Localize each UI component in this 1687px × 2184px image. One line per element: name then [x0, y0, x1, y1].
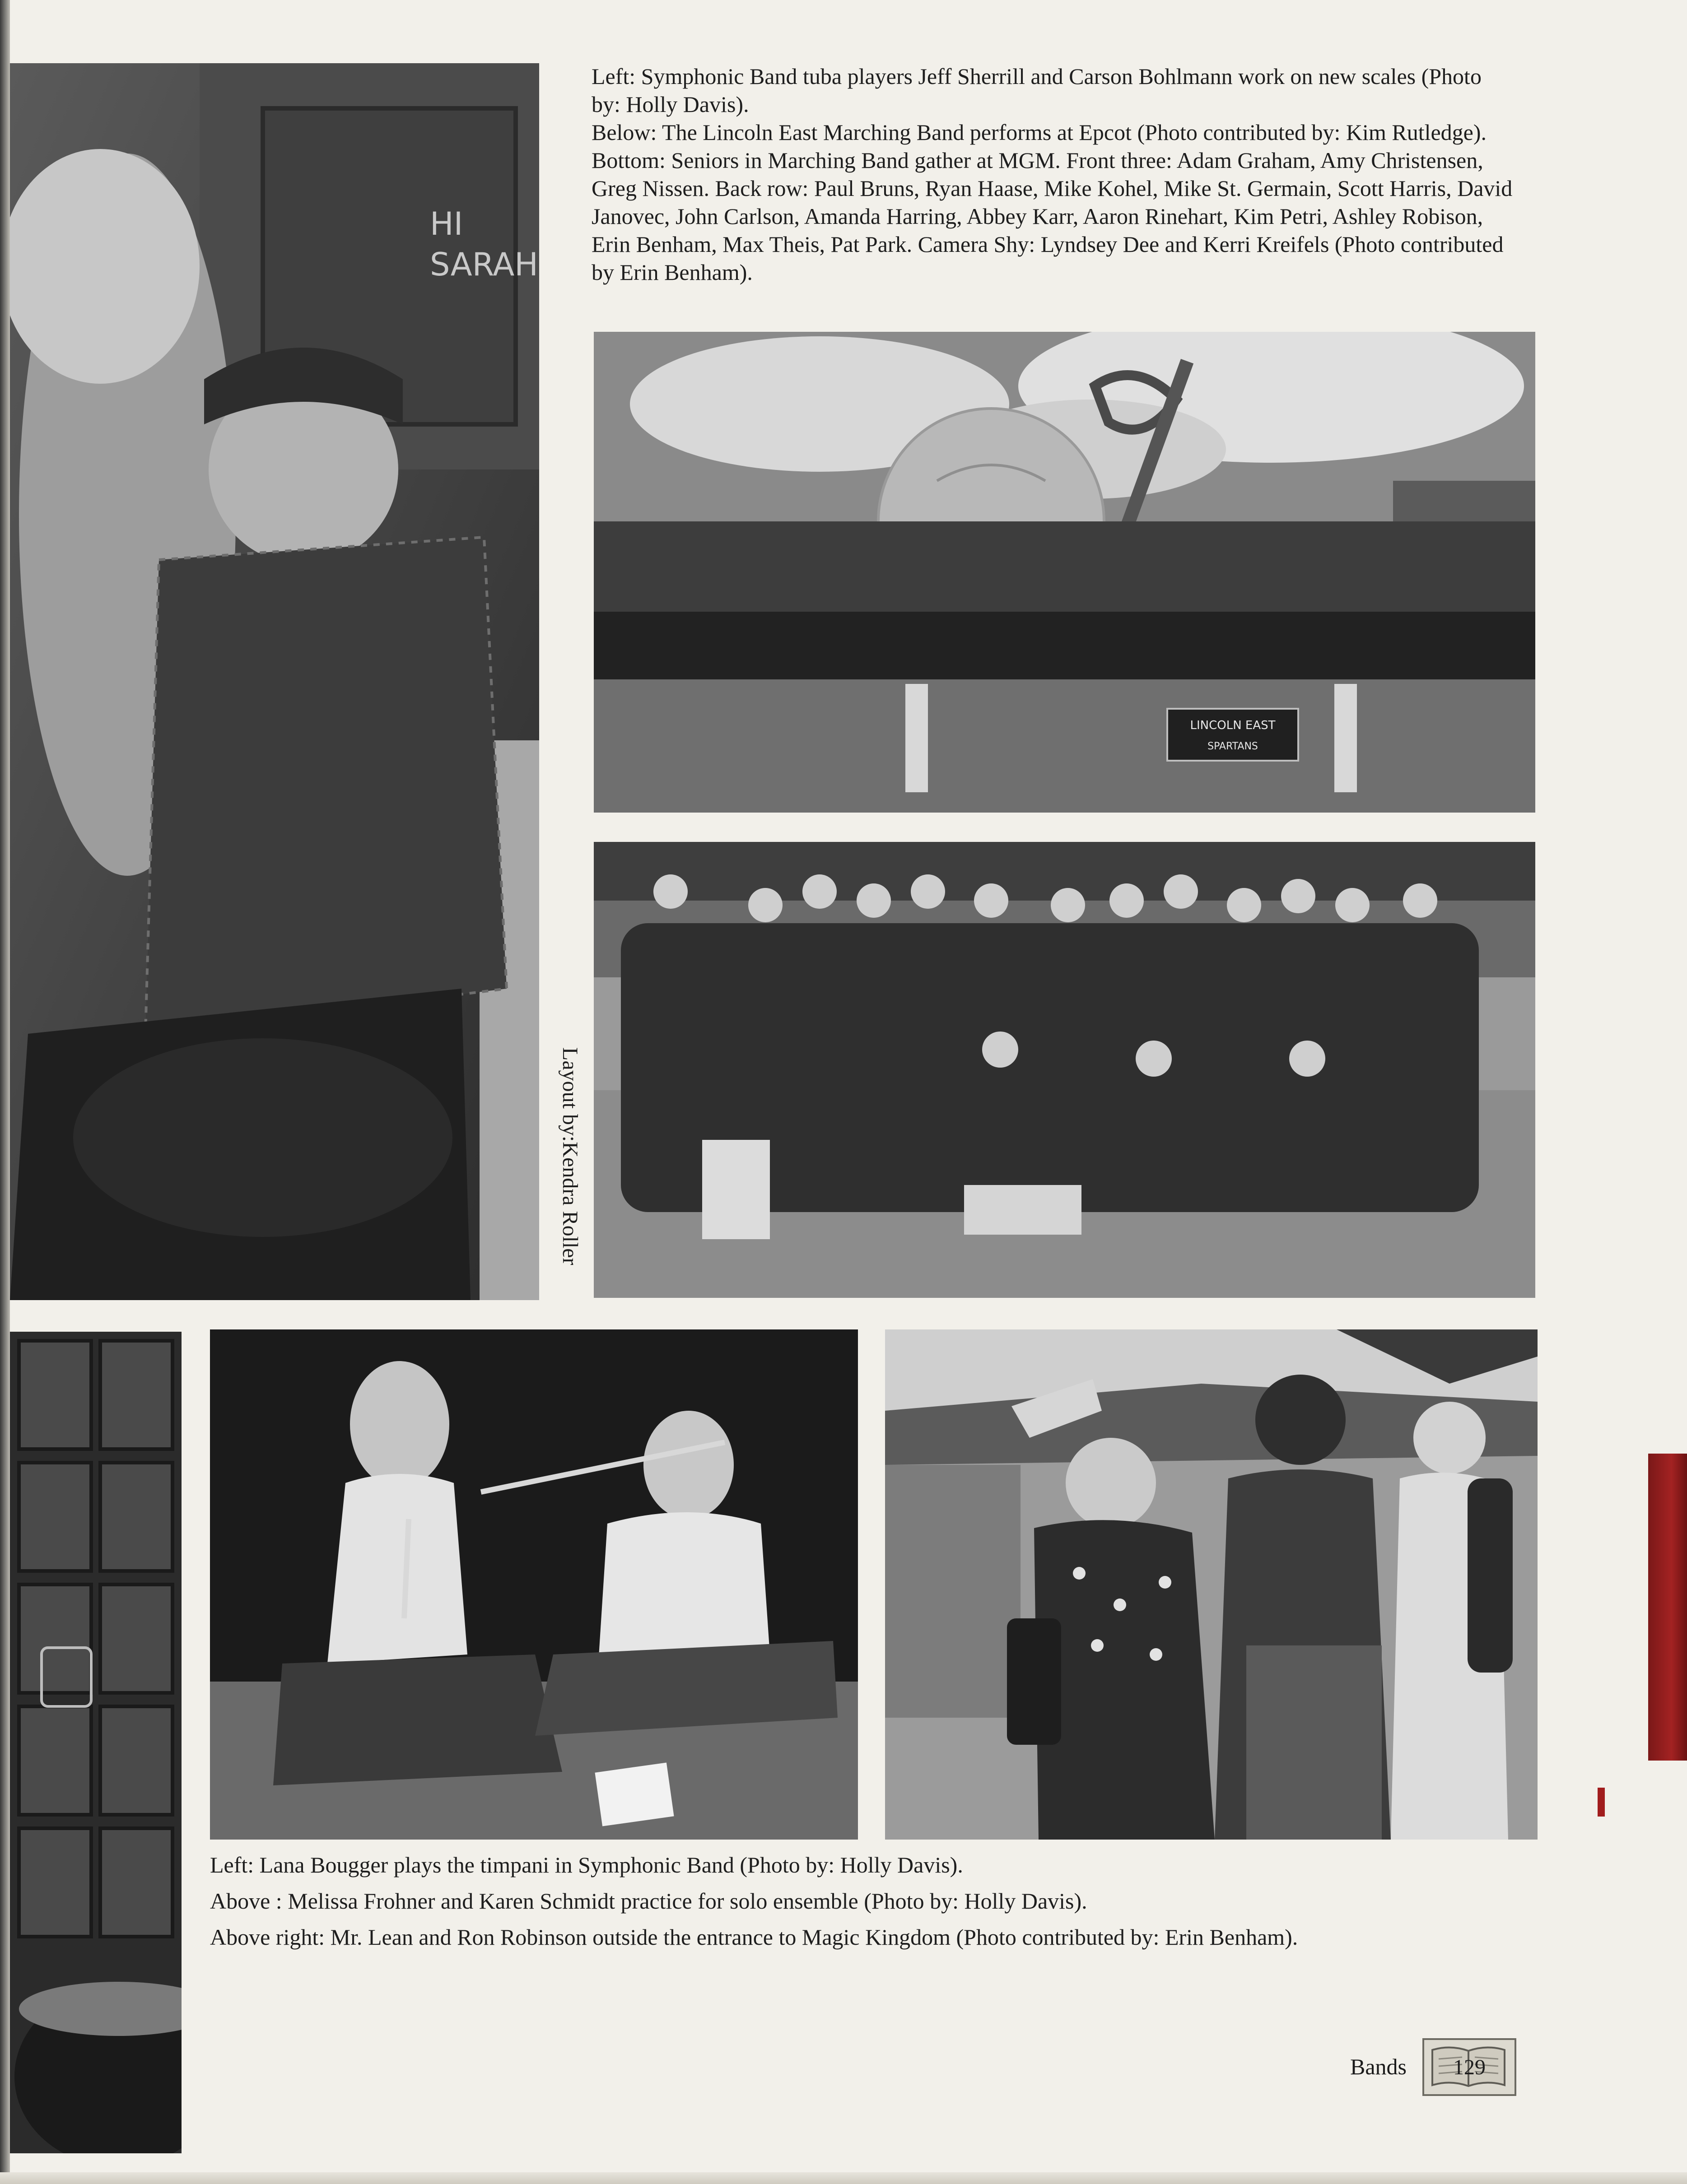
photo-seniors-group	[594, 842, 1535, 1298]
graffiti-hi: HI	[430, 205, 463, 242]
section-label: Bands	[1350, 2054, 1407, 2079]
flute-photo-art	[210, 1329, 858, 1840]
photo-tuba-players	[10, 63, 539, 1300]
red-accent-strip	[1648, 1454, 1687, 1761]
photo-flute-players	[210, 1329, 858, 1840]
banner-lincoln-east: LINCOLN EAST	[1190, 719, 1276, 732]
page-number: 129	[1453, 2055, 1486, 2079]
caption-seniors: Bottom: Seniors in Marching Band gather at MGM. Front three: Adam Graham, Amy Christensen, Greg Nissen. Back row: Paul Bruns, Ryan Haase, Mike Kohel, Mike St. Germain, Scott Harris, David Janovec, John Carlson, Amanda Harring, Abbey Karr, Aaron Rinehart, Kim Petri, Ashley Robison, Erin Benham, Max Theis, Pat Park. Camera Shy: Lyndsey Dee and Kerri Kreifels (Photo contributed by Erin Benham).	[592, 148, 1513, 285]
caption-timpani: Left: Lana Bougger plays the timpani in Symphonic Band (Photo by: Holly Davis).	[210, 1852, 963, 1877]
timpani-photo-art	[10, 1332, 182, 2153]
photo-epcot-marching-band	[594, 332, 1535, 813]
caption-magic-kingdom: Above right: Mr. Lean and Ron Robinson outside the entrance to Magic Kingdom (Photo contributed by: Erin Benham).	[210, 1924, 1298, 1950]
photo-magic-kingdom	[885, 1329, 1538, 1840]
top-captions	[592, 62, 1513, 286]
caption-tuba: Left: Symphonic Band tuba players Jeff Sherrill and Carson Bohlmann work on new scales (Photo by: Holly Davis).	[592, 64, 1482, 117]
epcot-photo-art	[594, 332, 1535, 813]
bottom-captions	[210, 1851, 1565, 1959]
tuba-photo-art	[10, 63, 539, 1300]
caption-epcot: Below: The Lincoln East Marching Band performs at Epcot (Photo contributed by: Kim Rutledge).	[592, 120, 1487, 145]
magic-kingdom-photo-art	[885, 1329, 1538, 1840]
seniors-photo-art	[594, 842, 1535, 1298]
page-number-box	[1422, 2038, 1516, 2096]
photo-timpani	[10, 1332, 182, 2153]
graffiti-sarah: SARAH	[430, 246, 538, 283]
banner-spartans: SPARTANS	[1207, 741, 1258, 752]
caption-flute: Above : Melissa Frohner and Karen Schmidt practice for solo ensemble (Photo by: Holly Davis).	[210, 1888, 1087, 1914]
red-accent-tick	[1598, 1788, 1605, 1817]
page-binding-shadow	[0, 0, 10, 2184]
layout-credit: Layout by:Kendra Roller	[558, 1047, 582, 1265]
page-bottom-edge	[0, 2172, 1687, 2184]
